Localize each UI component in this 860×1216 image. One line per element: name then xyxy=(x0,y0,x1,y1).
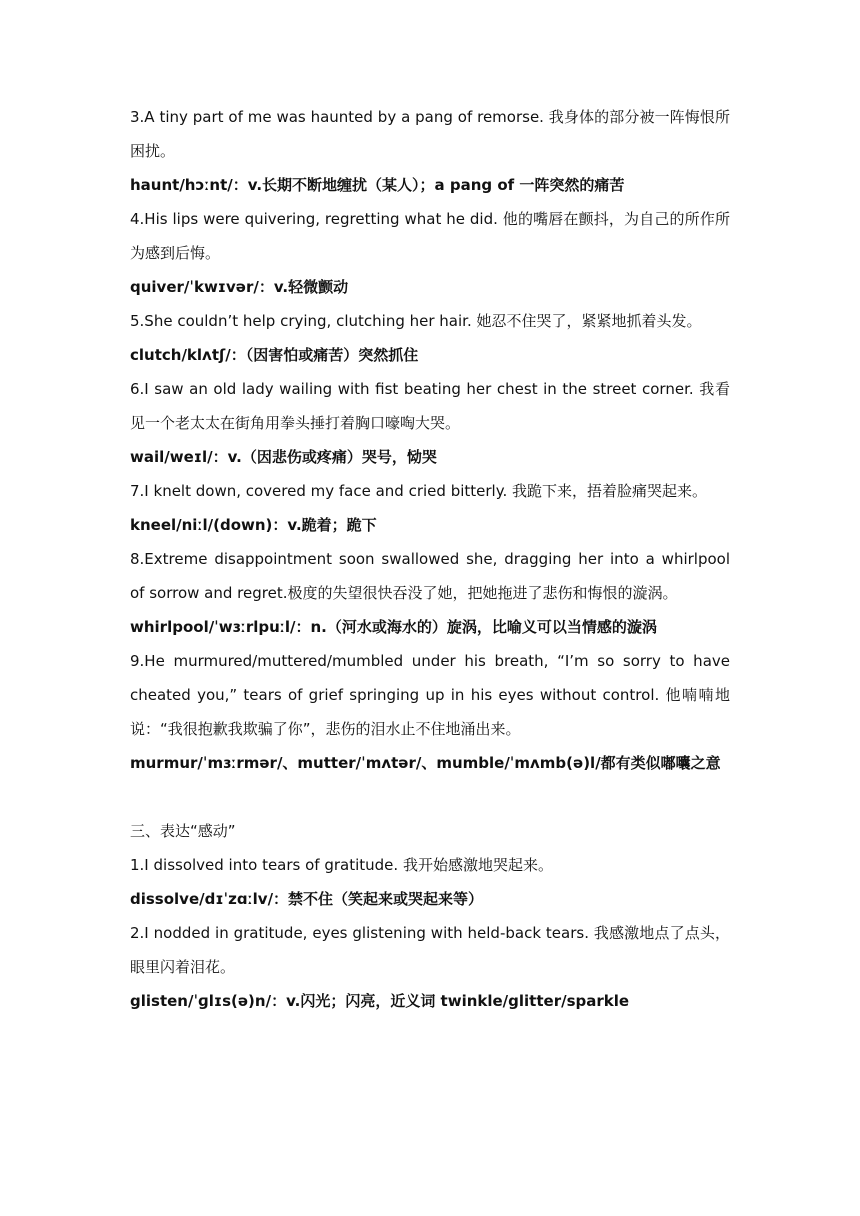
blank-line xyxy=(130,780,730,814)
vocab-haunt: haunt/hɔːnt/：v.长期不断地缠扰（某人）；a pang of 一阵突然的痛苦 xyxy=(130,176,625,194)
sentence-gratitude-1: 1.I dissolved into tears of gratitude. 我开始感激地哭起来。 xyxy=(130,856,553,874)
sentence-3: 3.A tiny part of me was haunted by a pang of remorse. 我身体的部分被一阵悔恨所困扰。 xyxy=(130,108,730,160)
vocab-kneel: kneel/niːl/(down)：v.跪着；跪下 xyxy=(130,516,377,534)
sentence-8: 8.Extreme disappointment soon swallowed she, dragging her into a whirlpool of sorrow and regret.极度的失望很快吞没了她，把她拖进了悲伤和悔恨的漩涡。 xyxy=(130,550,730,602)
document-page xyxy=(130,100,730,1018)
sentence-9: 9.He murmured/muttered/mumbled under his breath, “I’m so sorry to have cheated you,” tears of grief springing up in his eyes without control. 他喃喃地说：“我很抱歉我欺骗了你”，悲伤的泪水止不住地涌出来。 xyxy=(130,652,730,738)
sentence-5: 5.She couldn’t help crying, clutching her hair. 她忍不住哭了，紧紧地抓着头发。 xyxy=(130,312,702,330)
vocab-clutch: clutch/klʌtʃ/：（因害怕或痛苦）突然抓住 xyxy=(130,346,419,364)
vocab-murmur: murmur/ˈmɜːrmər/、mutter/ˈmʌtər/、mumble/ˈmʌmb(ə)l/都有类似嘟囔之意 xyxy=(130,754,721,772)
sentence-6: 6.I saw an old lady wailing with fist beating her chest in the street corner. 我看见一个老太太在街角用拳头捶打着胸口嚎啕大哭。 xyxy=(130,380,730,432)
vocab-dissolve: dissolve/dɪˈzɑːlv/：禁不住（笑起来或哭起来等） xyxy=(130,890,484,908)
section-heading: 三、表达“感动” xyxy=(130,822,236,840)
vocab-wail: wail/weɪl/：v.（因悲伤或疼痛）哭号，恸哭 xyxy=(130,448,437,466)
sentence-7: 7.I knelt down, covered my face and cried bitterly. 我跪下来，捂着脸痛哭起来。 xyxy=(130,482,707,500)
vocab-whirlpool: whirlpool/ˈwɜːrlpuːl/：n.（河水或海水的）旋涡，比喻义可以当情感的漩涡 xyxy=(130,618,657,636)
vocab-glisten: glisten/ˈɡlɪs(ə)n/：v.闪光；闪亮，近义词 twinkle/glitter/sparkle xyxy=(130,992,630,1010)
sentence-4: 4.His lips were quivering, regretting what he did. 他的嘴唇在颤抖，为自己的所作所为感到后悔。 xyxy=(130,210,730,262)
sentence-gratitude-2: 2.I nodded in gratitude, eyes glistening with held-back tears. 我感激地点了点头，眼里闪着泪花。 xyxy=(130,924,730,976)
vocab-quiver: quiver/ˈkwɪvər/：v.轻微颤动 xyxy=(130,278,349,296)
